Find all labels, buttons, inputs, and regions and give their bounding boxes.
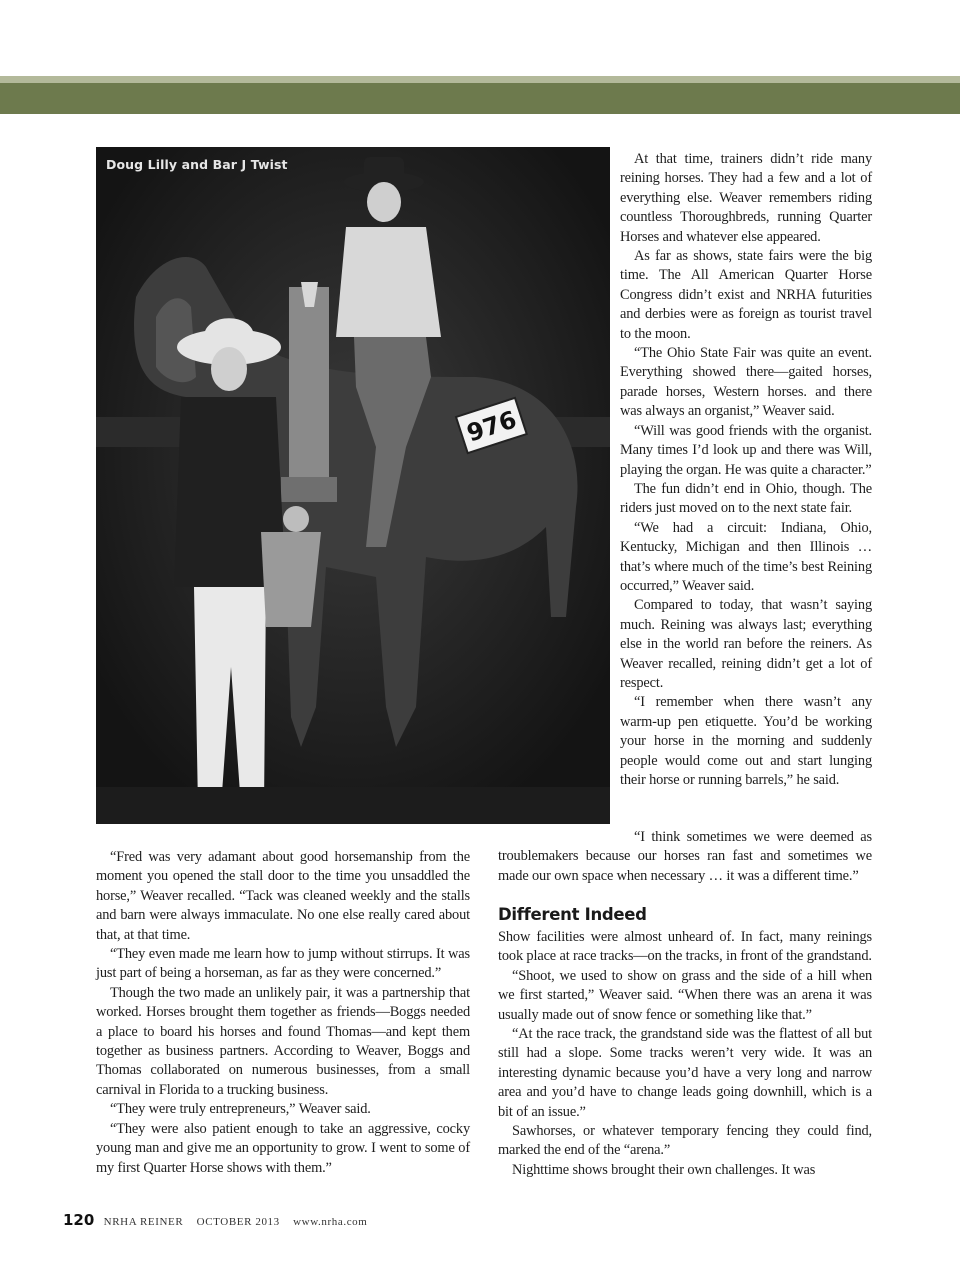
paragraph: Sawhorses, or whatever temporary fencing they could find, marked the end of the “arena.”	[498, 1123, 872, 1159]
header-band-light	[0, 76, 960, 83]
paragraph: “They even made me learn how to jump without stirrups. It was just part of being a horseman, as far as they were concerned.”	[96, 946, 470, 982]
paragraph: “They were also patient enough to take an aggressive, cocky young man and give me an opportunity to grow. I went to some of my first Quarter Horse shows with them.”	[96, 1120, 470, 1176]
page-footer	[63, 1211, 377, 1229]
article-photo	[96, 147, 610, 824]
header-band-dark	[0, 83, 960, 114]
paragraph: At that time, trainers didn’t ride many reining horses. They had a few and a lot of everything else. Weaver remembers riding countless Thoroughbreds, running Quarter Horses and whatever else appeared.	[620, 151, 872, 245]
article-column-left	[96, 848, 470, 1178]
article-column-right-bottom	[498, 905, 872, 1180]
article-paragraph-wide	[498, 828, 872, 886]
paragraph: “Shoot, we used to show on grass and the side of a hill when we first started,” Weaver said. “When there was an arena it was usually made out of snow fence or something like that.”	[498, 967, 872, 1023]
photo-illustration	[96, 147, 610, 824]
paragraph: “The Ohio State Fair was quite an event. Everything showed there—gaited horses, parade horses, Western horses. and there was always an organist,” Weaver said.	[620, 345, 872, 420]
paragraph: “I remember when there wasn’t any warm-up pen etiquette. You’d be working your horse in the morning and suddenly people would come out and start lunging their horse or running barrels,” he said.	[620, 694, 872, 788]
section-heading: Different Indeed	[498, 905, 647, 924]
paragraph: “We had a circuit: Indiana, Ohio, Kentucky, Michigan and then Illinois … that’s where much of the time’s best Reining occurred,” Weaver said.	[620, 519, 872, 594]
paragraph: Though the two made an unlikely pair, it was a partnership that worked. Horses brought them together as friends—Boggs needed a place to board his horses and found Thomas—and kept them together as business partners. According to Weaver, Boggs and Thomas collaborated on numerous businesses, from a small carnival in Florida to a trucking business.	[96, 984, 470, 1098]
paragraph: “They were truly entrepreneurs,” Weaver said.	[110, 1101, 371, 1118]
paragraph: Compared to today, that wasn’t saying much. Reining was always last; everything else in the world ran before the reiners. As Weaver recalled, reining didn’t get a lot of respect.	[620, 597, 872, 691]
number-card-text: 976	[463, 405, 520, 448]
publication-name: NRHA REINER	[103, 1216, 184, 1228]
article-column-right-top	[620, 150, 872, 790]
paragraph: “Will was good friends with the organist. Many times I’d look up and there was Will, playing the organ. He was quite a character.”	[620, 422, 872, 478]
website-link: www.nrha.com	[293, 1216, 368, 1228]
page-number: 120	[63, 1211, 95, 1229]
photo-caption: Doug Lilly and Bar J Twist	[106, 157, 288, 172]
issue-date: OCTOBER 2013	[196, 1216, 280, 1228]
paragraph: Nighttime shows brought their own challenges. It was	[512, 1161, 816, 1178]
paragraph: As far as shows, state fairs were the big time. The All American Quarter Horse Congress didn’t exist and NRHA futurities and derbies were as foreign as tourist travel to the moon.	[620, 248, 872, 342]
paragraph: Show facilities were almost unheard of. In fact, many reinings took place at race tracks—on the tracks, in front of the grandstand.	[498, 929, 872, 965]
paragraph: “Fred was very adamant about good horsemanship from the moment you opened the stall door to the time you unsaddled the horse,” Weaver recalled. “Tack was cleaned weekly and the stalls and barn were always immaculate. No one else really cared about that, at that time.	[96, 849, 470, 943]
paragraph: The fun didn’t end in Ohio, though. The riders just moved on to the next state fair.	[620, 480, 872, 517]
paragraph: “At the race track, the grandstand side was the flattest of all but still had a slope. Some tracks weren’t very wide. It was an interesting dynamic because you’d have a very long and narrow area and you’d have to change leads going downhill, which is a bit of an issue.”	[498, 1026, 872, 1120]
paragraph: “I think sometimes we were deemed as troublemakers because our horses ran fast and sometimes we made our own space when necessary … it was a different time.”	[498, 829, 872, 884]
